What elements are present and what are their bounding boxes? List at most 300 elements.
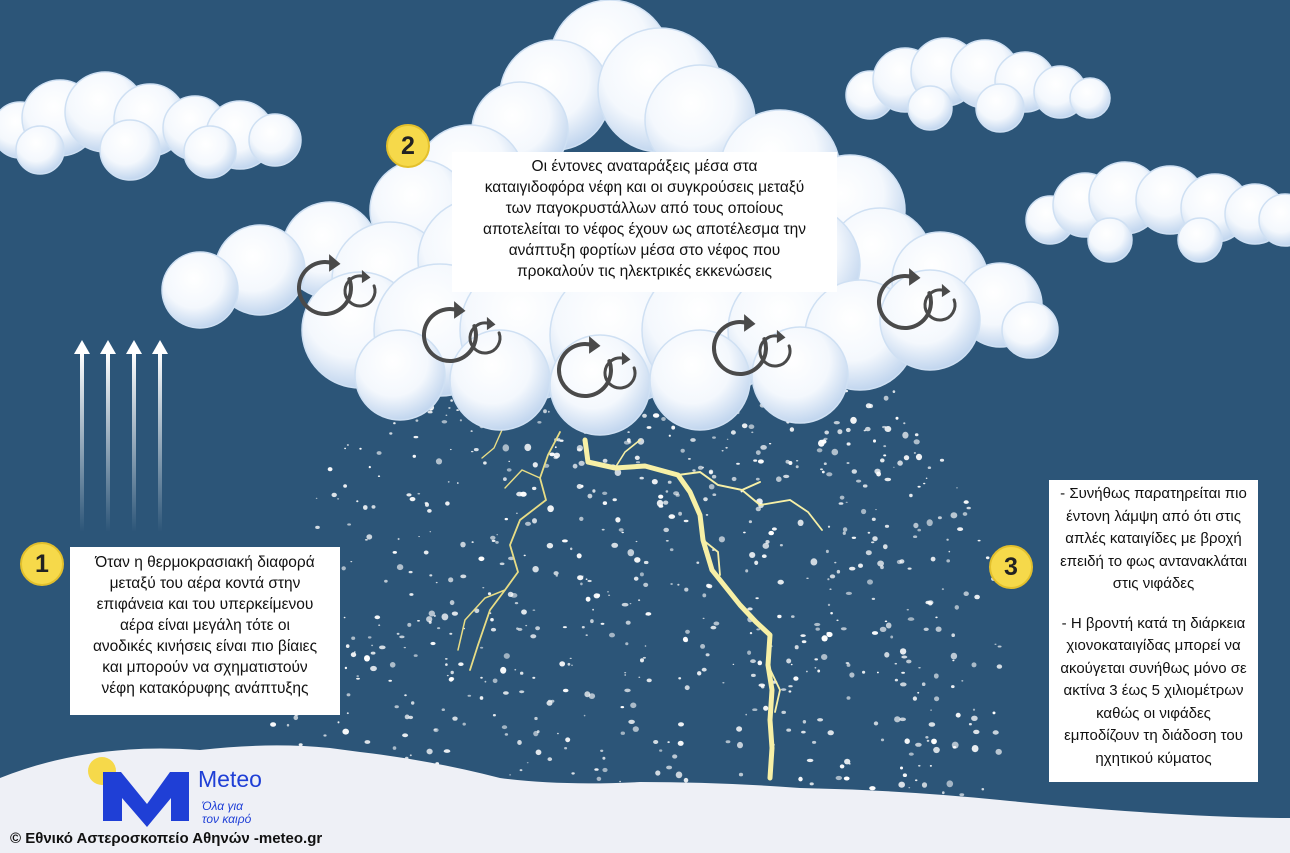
snowflake	[793, 676, 798, 680]
snowflake	[430, 642, 435, 645]
step-3-line: έντονη λάμψη από ότι στις	[1066, 507, 1241, 525]
snowflake	[749, 520, 752, 523]
snowflake	[671, 426, 675, 430]
snowflake	[756, 450, 761, 455]
snowflake	[815, 667, 817, 669]
snowflake	[413, 455, 416, 458]
snowflake	[449, 633, 452, 635]
snowflake	[822, 635, 828, 641]
snowflake	[994, 644, 996, 645]
step-1-line: Όταν η θερμοκρασιακή διαφορά	[95, 554, 315, 571]
snowflake	[978, 540, 981, 542]
cloud-puff	[976, 84, 1024, 132]
snowflake	[959, 793, 964, 796]
snowflake	[369, 466, 371, 468]
snowflake	[951, 512, 958, 518]
snowflake	[549, 453, 555, 457]
snowflake	[677, 584, 679, 586]
snowflake	[806, 578, 809, 579]
snowflake	[969, 723, 972, 725]
snowflake	[956, 713, 961, 718]
snowflake	[739, 773, 743, 777]
snowflake	[425, 502, 428, 504]
snowflake	[557, 733, 559, 735]
snowflake	[655, 770, 660, 775]
snowflake	[883, 445, 886, 447]
snowflake	[442, 613, 449, 620]
step-3-line	[1049, 596, 1258, 613]
snowflake	[342, 729, 349, 735]
snowflake	[393, 746, 397, 750]
snowflake	[781, 711, 786, 714]
snowflake	[447, 675, 449, 676]
snowflake	[669, 514, 676, 519]
snowflake	[818, 440, 825, 447]
snowflake	[886, 623, 892, 629]
snowflake	[947, 780, 954, 787]
snowflake	[817, 448, 823, 452]
snowflake	[338, 721, 340, 723]
snowflake	[747, 651, 751, 655]
snowflake	[807, 759, 814, 762]
snowflake	[408, 716, 413, 719]
snowflake	[942, 588, 944, 590]
snowflake	[342, 566, 346, 570]
snowflake	[568, 663, 571, 666]
snowflake	[500, 563, 505, 566]
snowflake	[594, 768, 598, 771]
snowflake	[798, 777, 802, 782]
cloud-puff	[16, 126, 64, 174]
snowflake	[982, 788, 985, 790]
snowflake	[763, 543, 770, 549]
snowflake	[635, 456, 640, 460]
snowflake	[949, 551, 951, 553]
snowflake	[607, 591, 609, 593]
snowflake	[836, 776, 842, 780]
snowflake	[652, 479, 658, 484]
snowflake	[885, 621, 888, 623]
step-2-line: αποτελείται το νέφος έχουν ως αποτέλεσμα την	[483, 221, 806, 238]
snowflake	[532, 677, 535, 679]
snowflake	[638, 599, 640, 601]
snowflake	[931, 557, 936, 562]
snowflake	[547, 505, 554, 512]
snowflake	[900, 682, 907, 686]
snowflake	[480, 696, 484, 700]
snowflake	[869, 786, 875, 790]
snowflake	[458, 662, 463, 666]
snowflake	[700, 644, 705, 649]
snowflake	[597, 777, 602, 781]
snowflake	[753, 459, 757, 461]
snowflake	[429, 621, 432, 624]
snowflake	[437, 627, 440, 629]
snowflake	[837, 429, 842, 434]
snowflake	[849, 567, 855, 571]
snowflake	[964, 500, 969, 504]
snowflake	[684, 778, 689, 783]
snowflake	[668, 481, 672, 484]
snowflake	[722, 682, 724, 683]
snowflake	[645, 645, 647, 646]
snowflake	[817, 718, 823, 721]
snowflake	[582, 576, 584, 577]
snowflake	[946, 539, 948, 541]
snowflake	[756, 628, 760, 630]
snowflake	[626, 621, 631, 625]
step-1-text	[70, 547, 340, 715]
snowflake	[480, 647, 483, 649]
snowflake	[503, 444, 510, 451]
snowflake	[915, 433, 919, 436]
copyright-footer: © Εθνικό Αστεροσκοπείο Αθηνών -meteo.gr	[10, 830, 323, 847]
snowflake	[579, 517, 583, 521]
snowflake	[952, 742, 959, 749]
snowflake	[863, 484, 868, 487]
snowflake	[643, 583, 648, 587]
snowflake	[957, 527, 963, 531]
snowflake	[814, 623, 820, 626]
snowflake	[925, 736, 928, 739]
snowflake	[914, 452, 916, 453]
snowflake	[478, 557, 484, 562]
snowflake	[762, 554, 767, 558]
snowflake	[829, 588, 831, 590]
snowflake	[586, 597, 591, 602]
step-3-line: απλές καταιγίδες με βροχή	[1065, 530, 1242, 547]
snowflake	[747, 607, 752, 610]
snowflake	[347, 523, 351, 525]
snowflake	[791, 664, 793, 666]
snowflake	[908, 568, 912, 570]
snowflake	[678, 677, 681, 679]
snowflake	[742, 423, 748, 428]
snowflake	[790, 427, 794, 432]
snowflake	[702, 593, 706, 597]
snowflake	[615, 517, 620, 522]
snowflake	[902, 432, 908, 439]
snowflake	[395, 705, 399, 708]
snowflake	[474, 448, 479, 451]
snowflake	[884, 396, 889, 401]
snowflake	[786, 659, 791, 664]
snowflake	[543, 409, 547, 413]
snowflake	[371, 652, 376, 655]
snowflake	[384, 580, 388, 583]
snowflake	[525, 625, 527, 626]
snowflake	[351, 637, 355, 640]
snowflake	[608, 595, 610, 596]
snowflake	[586, 635, 588, 636]
snowflake	[893, 390, 896, 393]
snowflake	[883, 454, 886, 456]
snowflake	[365, 740, 371, 744]
snowflake	[657, 500, 663, 507]
snowflake	[368, 636, 372, 638]
snowflake	[907, 609, 909, 611]
snowflake	[496, 534, 498, 535]
snowflake	[417, 493, 420, 495]
snowflake	[634, 557, 640, 563]
snowflake	[397, 633, 400, 635]
snowflake	[638, 677, 640, 678]
snowflake	[872, 536, 877, 541]
snowflake	[951, 653, 957, 660]
snowflake	[565, 737, 570, 742]
snowflake	[918, 765, 921, 767]
snowflake	[750, 659, 756, 663]
cloud-puff	[1002, 302, 1058, 358]
snowflake	[973, 730, 979, 734]
snowflake	[973, 709, 975, 711]
snowflake	[758, 661, 763, 666]
snowflake	[758, 459, 764, 463]
snowflake	[493, 714, 496, 716]
snowflake	[633, 726, 639, 732]
snowflake	[712, 436, 716, 438]
snowflake	[525, 522, 531, 526]
snowflake	[524, 444, 531, 451]
snowflake	[457, 482, 459, 484]
snowflake	[897, 560, 902, 564]
snowflake	[709, 484, 715, 489]
snowflake	[602, 768, 607, 772]
snowflake	[820, 468, 823, 470]
snowflake	[885, 426, 892, 432]
snowflake	[760, 445, 767, 450]
snowflake	[485, 681, 487, 683]
snowflake	[883, 544, 888, 549]
snowflake	[900, 767, 903, 770]
cloud-puff	[880, 270, 980, 370]
snowflake	[315, 526, 320, 529]
snowflake	[894, 716, 900, 722]
step-2-line: ανάπτυξη φορτίων μέσα στο νέφος που	[508, 242, 781, 259]
snowflake	[586, 578, 588, 580]
snowflake	[872, 631, 878, 635]
snowflake	[843, 527, 847, 532]
snowflake	[397, 564, 403, 570]
snowflake	[666, 490, 669, 492]
snowflake	[534, 717, 537, 720]
snowflake	[563, 626, 567, 628]
snowflake	[323, 734, 326, 736]
snowflake	[480, 677, 483, 679]
snowflake	[619, 781, 621, 783]
snowflake	[846, 592, 852, 595]
snowflake	[634, 577, 639, 581]
snowflake	[579, 461, 585, 466]
snowflake	[502, 725, 507, 729]
snowflake	[564, 747, 567, 749]
snowflake	[602, 492, 607, 495]
snowflake	[922, 682, 926, 686]
snowflake	[417, 620, 420, 622]
snowflake	[450, 399, 453, 402]
snowflake	[974, 595, 980, 600]
snowflake	[622, 603, 629, 607]
snowflake	[706, 584, 710, 588]
snowflake	[997, 664, 1002, 668]
snowflake	[589, 693, 595, 699]
snowflake	[548, 411, 550, 413]
snowflake	[788, 685, 792, 687]
snowflake	[445, 501, 450, 505]
snowflake	[428, 411, 433, 414]
step-2-line: καταιγιδοφόρα νέφη και οι συγκρούσεις μεταξύ	[484, 179, 805, 196]
snowflake	[471, 451, 474, 452]
snowflake	[404, 694, 407, 696]
snowflake	[602, 757, 605, 760]
snowflake	[343, 484, 347, 488]
snowflake	[653, 413, 659, 418]
snowflake	[918, 667, 921, 668]
snowflake	[347, 693, 351, 696]
snowflake	[592, 609, 594, 611]
snowflake	[898, 782, 905, 788]
snowflake	[810, 782, 814, 785]
snowflake	[722, 450, 724, 451]
snowflake	[533, 610, 536, 611]
snowflake	[504, 653, 510, 659]
snowflake	[926, 478, 928, 479]
snowflake	[896, 417, 899, 420]
snowflake	[647, 679, 652, 683]
snowflake	[895, 663, 898, 665]
snowflake	[772, 527, 777, 530]
cloud-puff	[650, 330, 750, 430]
snowflake	[270, 722, 276, 727]
snowflake	[505, 518, 508, 520]
snowflake	[521, 609, 527, 614]
snowflake	[856, 480, 861, 483]
snowflake	[640, 658, 644, 662]
snowflake	[409, 593, 413, 596]
snowflake	[663, 501, 668, 505]
snowflake	[364, 655, 370, 661]
snowflake	[460, 575, 466, 579]
snowflake	[640, 572, 644, 576]
cloud-puff	[450, 330, 550, 430]
snowflake	[690, 438, 696, 442]
snowflake	[628, 720, 635, 724]
snowflake	[377, 451, 382, 455]
snowflake	[828, 604, 830, 606]
snowflake	[505, 733, 508, 736]
snowflake	[751, 432, 753, 434]
snowflake	[839, 502, 844, 505]
snowflake	[571, 665, 573, 666]
snowflake	[736, 726, 742, 731]
snowflake	[520, 769, 523, 771]
snowflake	[445, 663, 448, 666]
step-1-line: μεταξύ του αέρα κοντά στην	[109, 575, 301, 592]
snowflake	[577, 445, 583, 451]
cloud-puff	[1088, 218, 1132, 262]
snowflake	[880, 458, 885, 462]
snowflake	[603, 459, 608, 463]
snowflake	[743, 532, 746, 534]
snowflake	[448, 577, 453, 582]
snowflake	[930, 765, 932, 767]
snowflake	[500, 667, 506, 674]
snowflake	[834, 421, 840, 424]
snowflake	[909, 753, 914, 756]
snowflake	[956, 487, 958, 488]
snowflake	[850, 417, 857, 424]
snowflake	[678, 741, 684, 746]
snowflake	[527, 762, 529, 763]
snowflake	[427, 509, 432, 513]
snowflake	[393, 551, 397, 554]
step-1-line: επιφάνεια και του υπερκείμενου	[96, 596, 314, 613]
snowflake	[834, 562, 836, 564]
step-3-badge: 3	[989, 545, 1033, 589]
snowflake	[442, 708, 445, 711]
snowflake	[769, 443, 771, 444]
snowflake	[684, 520, 689, 522]
snowflake	[904, 455, 909, 460]
snowflake	[830, 612, 833, 614]
snowflake	[840, 496, 845, 500]
snowflake	[584, 715, 586, 717]
snowflake	[337, 498, 339, 499]
snowflake	[491, 628, 496, 632]
snowflake	[849, 763, 851, 764]
snowflake	[702, 668, 707, 672]
snowflake	[712, 475, 716, 479]
snowflake	[803, 720, 806, 724]
snowflake	[495, 541, 499, 544]
snowflake	[821, 654, 827, 660]
snowflake	[901, 656, 907, 659]
snowflake	[442, 420, 448, 423]
snowflake	[731, 430, 736, 434]
snowflake	[332, 493, 337, 497]
snowflake	[520, 672, 523, 675]
snowflake	[580, 583, 583, 586]
snowflake	[429, 574, 432, 576]
snowflake	[592, 489, 595, 492]
snowflake	[826, 632, 832, 637]
snowflake	[299, 743, 303, 746]
snowflake	[653, 740, 658, 744]
snowflake	[562, 539, 568, 542]
snowflake	[676, 494, 680, 497]
snowflake	[913, 696, 917, 700]
snowflake	[865, 427, 871, 431]
snowflake	[517, 740, 522, 745]
snowflake	[755, 597, 758, 599]
snowflake	[670, 583, 673, 585]
snowflake	[719, 536, 725, 542]
snowflake	[832, 449, 839, 456]
snowflake	[530, 634, 536, 638]
snowflake	[667, 741, 669, 743]
snowflake	[625, 642, 628, 645]
snowflake	[621, 532, 624, 533]
snowflake	[354, 651, 356, 652]
snowflake	[399, 636, 404, 639]
snowflake	[624, 674, 626, 675]
snowflake	[703, 618, 705, 619]
snowflake	[658, 495, 663, 499]
snowflake	[786, 729, 791, 732]
snowflake	[482, 587, 484, 588]
snowflake	[928, 466, 931, 469]
snowflake	[903, 773, 907, 777]
